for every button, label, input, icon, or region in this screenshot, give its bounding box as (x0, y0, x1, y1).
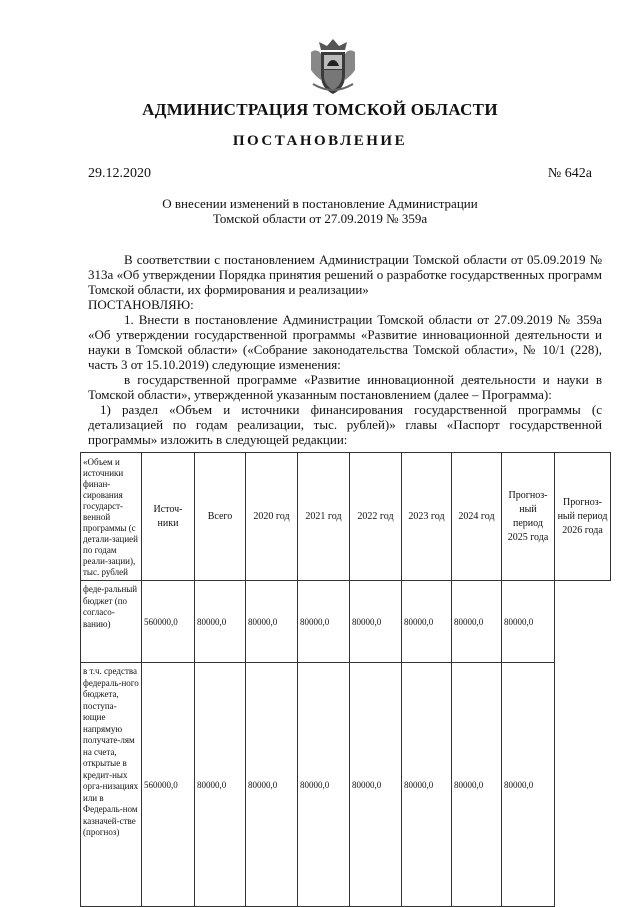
tomsk-coat-of-arms-icon (307, 36, 359, 98)
row-2023: 80000,0 (350, 581, 402, 663)
body-paragraph-item-1: 1. Внести в постановление Администрации Томской области от 27.09.2019 № 359а «Об утверждении государственной программы «Развитие инновационной деятельности и науки в Томской области» («Собрание законодательства Томской области», № 10/1 (228), часть 3 от 15.10.2019) следующие изменения: (88, 312, 602, 372)
body-paragraph-basis: В соответствии с постановлением Администрации Томской области от 05.09.2019 № 313а «Об утверждении Порядка принятия решений о разработке государственных программ Томской области, их формирования и реализации» (88, 252, 602, 297)
row-total: 560000,0 (142, 581, 195, 663)
document-number: № 642а (547, 166, 592, 181)
header-total: Всего (195, 453, 246, 581)
body-paragraph-section: 1) раздел «Объем и источники финансирования государственной программы (с детализацией по годам реализации, тыс. рублей)» главы «Паспорт государственной программы» изложить в следующей редакции: (88, 402, 602, 447)
row-2024: 80000,0 (402, 663, 452, 907)
table-row-label: «Объем и источники финан-сирования государст-венной программы (с детали-зацией по годам реали-зации), тыс. рублей (81, 453, 142, 581)
body-paragraph-resolve: ПОСТАНОВЛЯЮ: (88, 297, 194, 312)
row-2025: 80000,0 (452, 663, 502, 907)
header-2022: 2022 год (350, 453, 402, 581)
row-source: феде-ральный бюджет (по согласо-ванию) (81, 581, 142, 663)
header-2020: 2020 год (246, 453, 298, 581)
row-2023: 80000,0 (350, 663, 402, 907)
table-row (81, 581, 611, 663)
table-header-row (81, 453, 611, 581)
header-forecast-2026: Прогноз-ный период 2026 года (555, 453, 611, 581)
header-2024: 2024 год (452, 453, 502, 581)
row-2020: 80000,0 (195, 663, 246, 907)
row-2026: 80000,0 (502, 663, 555, 907)
document-subject (0, 196, 640, 226)
header-forecast-2025: Прогноз-ный период 2025 года (502, 453, 555, 581)
row-2022: 80000,0 (298, 581, 350, 663)
row-2020: 80000,0 (195, 581, 246, 663)
header-2023: 2023 год (402, 453, 452, 581)
organization-title: АДМИНИСТРАЦИЯ ТОМСКОЙ ОБЛАСТИ (142, 100, 498, 119)
row-total: 560000,0 (142, 663, 195, 907)
document-type-title: ПОСТАНОВЛЕНИЕ (232, 133, 408, 149)
financing-table (80, 452, 611, 907)
row-source: в т.ч. средства федераль-ного бюджета, поступа-ющие напрямую получате-лям на счета, открытые в кредит-ных орга-низациях или в Федераль-ном казначей-стве (прогноз) (81, 663, 142, 907)
subject-line-2: Томской области от 27.09.2019 № 359а (212, 211, 428, 226)
row-2021: 80000,0 (246, 581, 298, 663)
table-row (81, 663, 611, 907)
document-date: 29.12.2020 (88, 166, 151, 181)
subject-line-1: О внесении изменений в постановление Администрации (162, 196, 478, 211)
row-2025: 80000,0 (452, 581, 502, 663)
document-body (88, 252, 602, 447)
row-2024: 80000,0 (402, 581, 452, 663)
body-paragraph-program: в государственной программе «Развитие инновационной деятельности и науки в Томской области», утвержденной указанным постановлением (далее – Программа): (88, 372, 602, 402)
row-2021: 80000,0 (246, 663, 298, 907)
row-2022: 80000,0 (298, 663, 350, 907)
row-2026: 80000,0 (502, 581, 555, 663)
header-2021: 2021 год (298, 453, 350, 581)
header-source: Источ-ники (142, 453, 195, 581)
